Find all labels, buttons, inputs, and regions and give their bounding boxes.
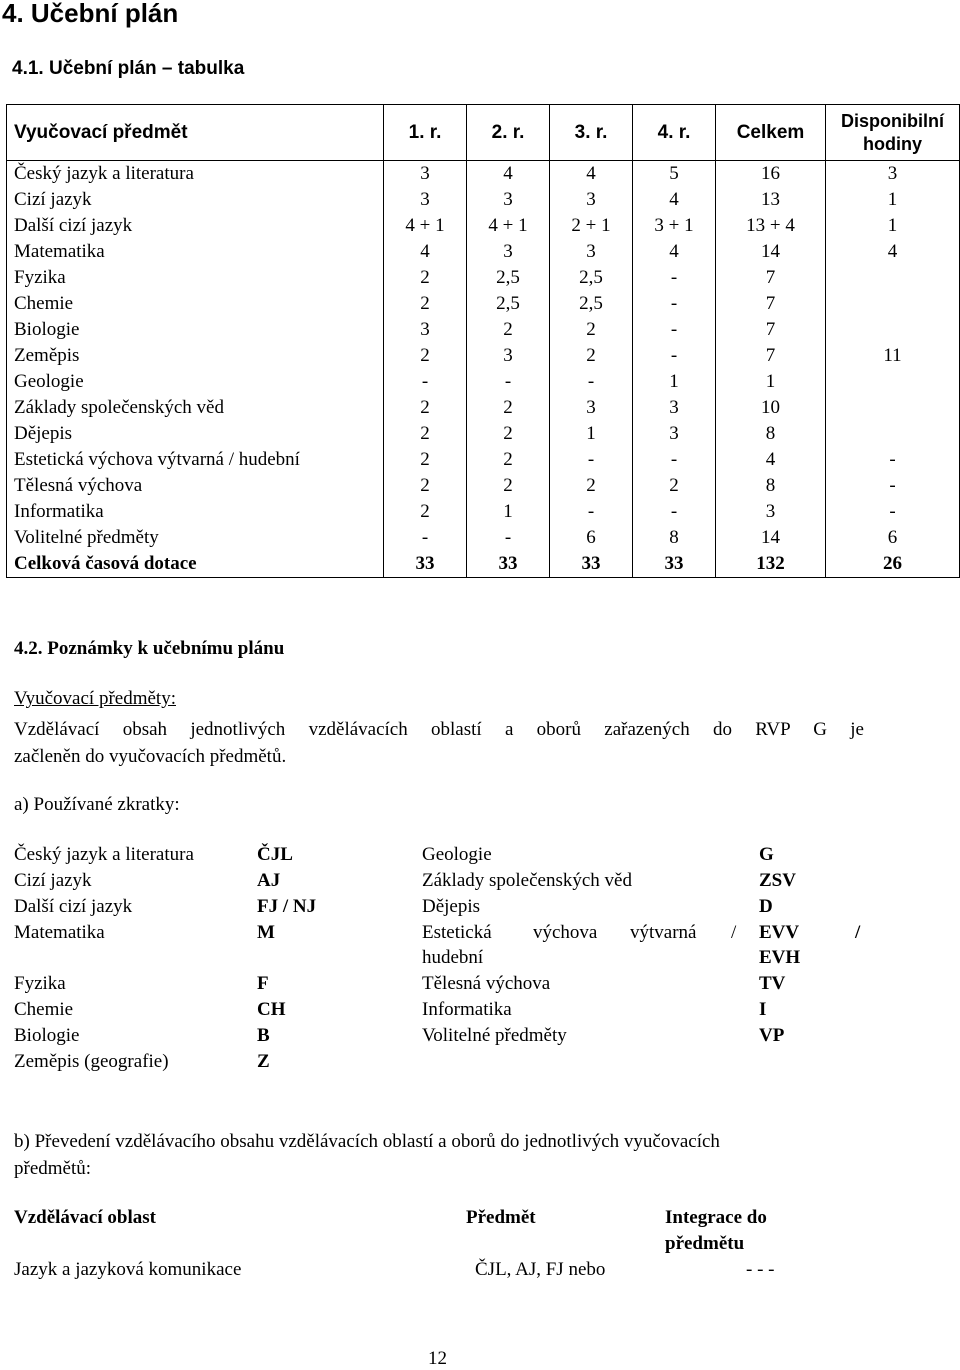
year-cell: 2: [467, 473, 550, 499]
year-cell: 2: [550, 473, 633, 499]
year-cell: 5: [633, 161, 716, 188]
total-cell: 10: [716, 395, 826, 421]
abbr-name: Informatika: [422, 999, 512, 1020]
table-row: [7, 291, 960, 317]
table-row: [7, 265, 960, 291]
total-cell: 1: [716, 369, 826, 395]
page-heading: 4. Učební plán: [2, 0, 179, 28]
total-cell: 8: [716, 473, 826, 499]
total-cell: 14: [716, 239, 826, 265]
year-cell: 3: [550, 395, 633, 421]
year-cell: 2: [384, 265, 467, 291]
year-cell: 4: [633, 239, 716, 265]
curriculum-table: [6, 104, 960, 578]
year-cell: 4: [550, 161, 633, 188]
year-cell: 3: [550, 239, 633, 265]
total-cell: 3: [716, 499, 826, 525]
page-number: 12: [428, 1348, 447, 1369]
abbr-name: Základy společenských věd: [422, 870, 632, 891]
year-cell: 3: [633, 395, 716, 421]
year-cell: 3: [384, 317, 467, 343]
subject-cell: Volitelné předměty: [7, 525, 384, 551]
total-cell: 7: [716, 343, 826, 369]
abbr-code: D: [759, 896, 773, 917]
year-cell: -: [550, 447, 633, 473]
total-cell: 4: [716, 447, 826, 473]
year-cell: 2,5: [467, 265, 550, 291]
subject-cell: Chemie: [7, 291, 384, 317]
year-cell: 2,5: [550, 265, 633, 291]
table-row: [7, 369, 960, 395]
subject-cell: Český jazyk a literatura: [7, 161, 384, 188]
year-cell: -: [550, 369, 633, 395]
year-cell: -: [633, 343, 716, 369]
abbr-code: ZSV: [759, 870, 796, 891]
transfer-title: [14, 1128, 874, 1182]
abbr-code: VP: [759, 1025, 785, 1046]
abbr-name-part: Estetická: [422, 922, 492, 943]
year-cell: 3: [633, 421, 716, 447]
year-cell: 4 + 1: [384, 213, 467, 239]
table-row: [7, 317, 960, 343]
transfer-header-integration-2: předmětu: [665, 1233, 745, 1254]
subject-cell: Tělesná výchova: [7, 473, 384, 499]
abbr-code: B: [257, 1025, 270, 1046]
total-cell: 8: [716, 421, 826, 447]
abbr-code-part: /: [855, 922, 861, 943]
header-year1: 1. r.: [384, 105, 467, 161]
table-row: [7, 239, 960, 265]
subject-cell: Fyzika: [7, 265, 384, 291]
abbr-name: Chemie: [14, 999, 74, 1020]
subject-cell: Biologie: [7, 317, 384, 343]
abbr-name: Fyzika: [14, 973, 66, 994]
year-cell: 1: [633, 369, 716, 395]
year-cell: 4: [633, 187, 716, 213]
available-hours-merged-cell: 11: [826, 265, 960, 447]
abbr-name: Cizí jazyk: [14, 870, 92, 891]
total-cell: 13: [716, 187, 826, 213]
header-subject: Vyučovací předmět: [7, 105, 384, 161]
abbr-code: CH: [257, 999, 286, 1020]
year-cell: 4: [467, 161, 550, 188]
year-cell: 3: [467, 187, 550, 213]
table-row: [7, 473, 960, 499]
table-row: [7, 343, 960, 369]
abbreviations-title: a) Používané zkratky:: [14, 794, 180, 815]
abbr-code: ČJL: [257, 844, 293, 865]
year-cell: -: [384, 525, 467, 551]
available-hours-cell: -: [826, 447, 960, 473]
subject-cell: Geologie: [7, 369, 384, 395]
year-cell: 4: [384, 239, 467, 265]
table-row: [7, 161, 960, 188]
subject-cell: Základy společenských věd: [7, 395, 384, 421]
transfer-row-subject: ČJL, AJ, FJ nebo: [475, 1259, 606, 1280]
subject-cell: Informatika: [7, 499, 384, 525]
header-total: Celkem: [716, 105, 826, 161]
year-cell: 3: [384, 161, 467, 188]
year-cell: -: [633, 447, 716, 473]
subject-cell: Dějepis: [7, 421, 384, 447]
year-cell: 2: [633, 473, 716, 499]
total-cell: 13 + 4: [716, 213, 826, 239]
table-row: [7, 187, 960, 213]
abbr-name-part: hudební: [422, 947, 484, 968]
year-cell: 2: [384, 395, 467, 421]
header-year2: 2. r.: [467, 105, 550, 161]
abbr-code: Z: [257, 1051, 270, 1072]
total-value-cell: 33: [467, 551, 550, 578]
total-cell: 7: [716, 291, 826, 317]
available-hours-cell: -: [826, 499, 960, 525]
year-cell: -: [550, 499, 633, 525]
abbr-code-part: EVH: [759, 947, 801, 968]
subject-cell: Estetická výchova výtvarná / hudební: [7, 447, 384, 473]
abbr-name: Dějepis: [422, 896, 481, 917]
table-row: [7, 395, 960, 421]
year-cell: 3: [384, 187, 467, 213]
year-cell: 2: [384, 447, 467, 473]
abbr-code: FJ / NJ: [257, 896, 317, 917]
total-value-cell: 33: [550, 551, 633, 578]
header-year4: 4. r.: [633, 105, 716, 161]
abbr-name: Biologie: [14, 1025, 80, 1046]
year-cell: 2: [384, 343, 467, 369]
transfer-header-subject: Předmět: [466, 1207, 536, 1228]
transfer-header-area: Vzdělávací oblast: [14, 1207, 156, 1228]
header-year3: 3. r.: [550, 105, 633, 161]
year-cell: 6: [550, 525, 633, 551]
abbr-code: G: [759, 844, 774, 865]
year-cell: 1: [467, 499, 550, 525]
total-value-cell: 33: [633, 551, 716, 578]
notes-heading: 4.2. Poznámky k učebnímu plánu: [14, 638, 285, 659]
year-cell: 2: [384, 499, 467, 525]
year-cell: 3: [467, 239, 550, 265]
year-cell: 2,5: [467, 291, 550, 317]
transfer-header-integration-1: Integrace do: [665, 1207, 767, 1228]
total-label-cell: Celková časová dotace: [7, 551, 384, 578]
year-cell: 2: [467, 447, 550, 473]
section-heading: 4.1. Učební plán – tabulka: [12, 58, 245, 79]
table-total-row: [7, 551, 960, 578]
abbr-name: Zeměpis (geografie): [14, 1051, 169, 1072]
table-row: [7, 525, 960, 551]
year-cell: 3: [467, 343, 550, 369]
total-cell: 14: [716, 525, 826, 551]
year-cell: 2: [384, 473, 467, 499]
abbr-name: Volitelné předměty: [422, 1025, 567, 1046]
year-cell: -: [633, 265, 716, 291]
paragraph-line-1: Vzdělávací obsah jednotlivých vzdělávacích oblastí a oborů zařazených do RVP G je: [14, 719, 864, 740]
available-hours-cell: 1: [826, 187, 960, 213]
year-cell: 2 + 1: [550, 213, 633, 239]
total-value-cell: 132: [716, 551, 826, 578]
abbr-name: Další cizí jazyk: [14, 896, 133, 917]
abbr-code: M: [257, 922, 275, 943]
abbr-code: F: [257, 973, 269, 994]
abbr-name-part: výchova: [533, 922, 598, 943]
subjects-title: Vyučovací předměty:: [14, 688, 176, 709]
year-cell: 2: [550, 343, 633, 369]
year-cell: 1: [550, 421, 633, 447]
transfer-row-integration: - - -: [746, 1259, 775, 1280]
abbr-name: Český jazyk a literatura: [14, 844, 194, 865]
year-cell: 2: [467, 317, 550, 343]
year-cell: -: [633, 317, 716, 343]
subjects-paragraph: [14, 716, 864, 770]
year-cell: 2: [384, 291, 467, 317]
table-row: [7, 447, 960, 473]
year-cell: 3 + 1: [633, 213, 716, 239]
subject-cell: Cizí jazyk: [7, 187, 384, 213]
abbr-name-part: výtvarná: [630, 922, 697, 943]
year-cell: -: [633, 499, 716, 525]
year-cell: -: [467, 369, 550, 395]
abbr-code: I: [759, 999, 767, 1020]
table-header-row: [7, 105, 960, 161]
subject-cell: Matematika: [7, 239, 384, 265]
total-value-cell: 26: [826, 551, 960, 578]
available-hours-cell: 1: [826, 213, 960, 239]
year-cell: 8: [633, 525, 716, 551]
year-cell: -: [384, 369, 467, 395]
available-hours-cell: 4: [826, 239, 960, 265]
year-cell: -: [467, 525, 550, 551]
table-row: [7, 499, 960, 525]
subject-cell: Zeměpis: [7, 343, 384, 369]
available-hours-cell: -: [826, 473, 960, 499]
header-available-hours: Disponibilní hodiny: [826, 105, 960, 161]
year-cell: 2: [467, 395, 550, 421]
abbr-name-part: /: [731, 922, 737, 943]
available-hours-cell: 3: [826, 161, 960, 188]
year-cell: 4 + 1: [467, 213, 550, 239]
total-cell: 7: [716, 265, 826, 291]
table-row: [7, 421, 960, 447]
paragraph-line-2: začleněn do vyučovacích předmětů.: [14, 746, 287, 767]
abbr-name: Matematika: [14, 922, 105, 943]
year-cell: 2: [384, 421, 467, 447]
available-hours-cell: 6: [826, 525, 960, 551]
abbr-code: TV: [759, 973, 786, 994]
transfer-row-area: Jazyk a jazyková komunikace: [14, 1259, 242, 1280]
abbr-name: Tělesná výchova: [422, 973, 551, 994]
transfer-title-line-1: b) Převedení vzdělávacího obsahu vzdělávacích oblastí a oborů do jednotlivých vyučovacích: [14, 1131, 720, 1152]
total-cell: 7: [716, 317, 826, 343]
abbr-code: AJ: [257, 870, 281, 891]
year-cell: 2,5: [550, 291, 633, 317]
year-cell: 3: [550, 187, 633, 213]
total-value-cell: 33: [384, 551, 467, 578]
year-cell: 2: [550, 317, 633, 343]
table-row: [7, 213, 960, 239]
abbr-code-part: EVV: [759, 922, 800, 943]
subject-cell: Další cizí jazyk: [7, 213, 384, 239]
year-cell: -: [633, 291, 716, 317]
year-cell: 2: [467, 421, 550, 447]
transfer-title-line-2: předmětů:: [14, 1158, 92, 1179]
total-cell: 16: [716, 161, 826, 188]
abbr-name: Geologie: [422, 844, 492, 865]
